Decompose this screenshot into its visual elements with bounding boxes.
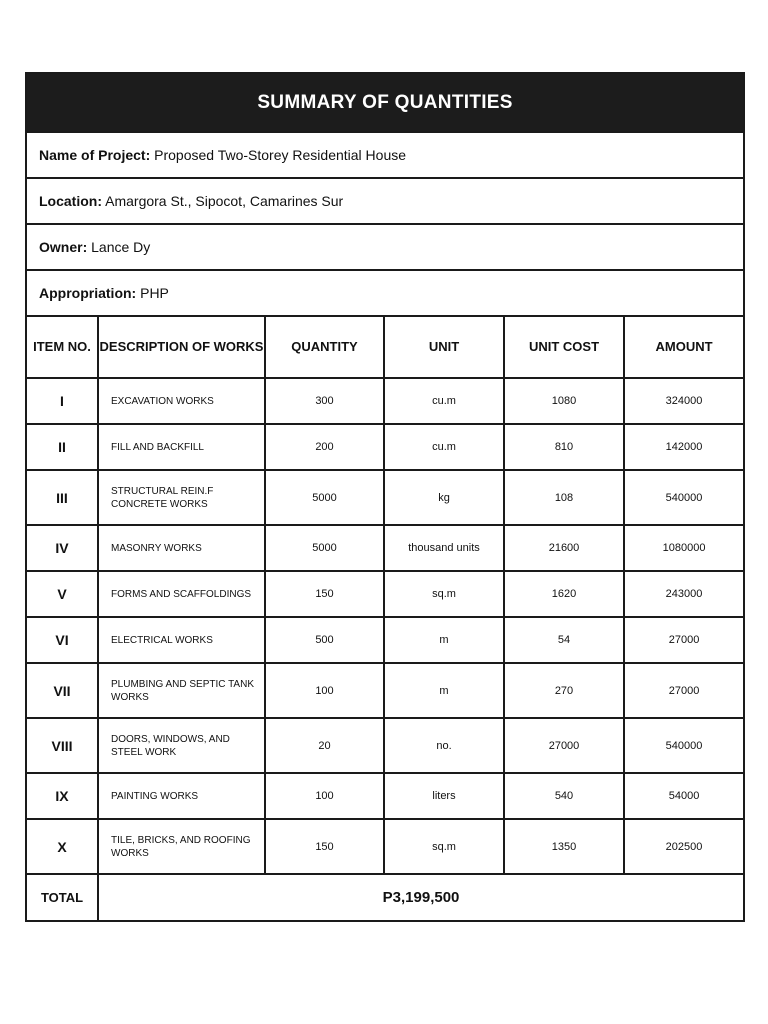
- item-amount: 202500: [624, 819, 744, 874]
- item-quantity: 20: [265, 718, 384, 773]
- table-row: [26, 378, 744, 424]
- table-row: [26, 525, 744, 571]
- project-name-field: [26, 132, 744, 178]
- item-unit: sq.m: [384, 819, 504, 874]
- item-number: VII: [26, 663, 98, 718]
- item-unit: no.: [384, 718, 504, 773]
- total-amount: P3,199,500: [98, 874, 744, 921]
- document-title: SUMMARY OF QUANTITIES: [26, 73, 744, 132]
- item-unit: m: [384, 663, 504, 718]
- appropriation-field: [26, 270, 744, 316]
- item-unit: m: [384, 617, 504, 663]
- item-unit: thousand units: [384, 525, 504, 571]
- item-quantity: 300: [265, 378, 384, 424]
- item-quantity: 100: [265, 663, 384, 718]
- item-unit-cost: 810: [504, 424, 624, 470]
- table-row: [26, 773, 744, 819]
- item-unit: liters: [384, 773, 504, 819]
- item-description: PAINTING WORKS: [98, 773, 265, 819]
- item-unit-cost: 54: [504, 617, 624, 663]
- item-amount: 1080000: [624, 525, 744, 571]
- item-unit: sq.m: [384, 571, 504, 617]
- item-amount: 54000: [624, 773, 744, 819]
- total-label: TOTAL: [26, 874, 98, 921]
- table-row: [26, 819, 744, 874]
- item-unit-cost: 108: [504, 470, 624, 525]
- item-amount: 540000: [624, 470, 744, 525]
- item-description: FILL AND BACKFILL: [98, 424, 265, 470]
- item-unit: cu.m: [384, 424, 504, 470]
- table-row: [26, 663, 744, 718]
- header-unit-cost: UNIT COST: [504, 316, 624, 378]
- item-quantity: 500: [265, 617, 384, 663]
- item-description: ELECTRICAL WORKS: [98, 617, 265, 663]
- appropriation-label: Appropriation:: [39, 285, 137, 301]
- item-number: II: [26, 424, 98, 470]
- summary-table: [25, 72, 745, 922]
- owner-field: [26, 224, 744, 270]
- location-field: [26, 178, 744, 224]
- item-quantity: 100: [265, 773, 384, 819]
- item-amount: 540000: [624, 718, 744, 773]
- location-label: Location:: [39, 193, 102, 209]
- item-quantity: 5000: [265, 525, 384, 571]
- item-number: I: [26, 378, 98, 424]
- item-number: IX: [26, 773, 98, 819]
- item-amount: 243000: [624, 571, 744, 617]
- item-description: TILE, BRICKS, AND ROOFING WORKS: [98, 819, 265, 874]
- summary-sheet: [25, 72, 743, 922]
- item-quantity: 150: [265, 819, 384, 874]
- header-item-no: ITEM NO.: [26, 316, 98, 378]
- table-row: [26, 470, 744, 525]
- item-unit: cu.m: [384, 378, 504, 424]
- item-number: X: [26, 819, 98, 874]
- owner-label: Owner:: [39, 239, 88, 255]
- table-row: [26, 571, 744, 617]
- item-number: V: [26, 571, 98, 617]
- item-quantity: 200: [265, 424, 384, 470]
- item-description: EXCAVATION WORKS: [98, 378, 265, 424]
- item-number: III: [26, 470, 98, 525]
- item-unit-cost: 27000: [504, 718, 624, 773]
- item-description: PLUMBING AND SEPTIC TANK WORKS: [98, 663, 265, 718]
- item-unit-cost: 21600: [504, 525, 624, 571]
- location-value: Amargora St., Sipocot, Camarines Sur: [105, 193, 344, 209]
- item-amount: 27000: [624, 617, 744, 663]
- header-amount: AMOUNT: [624, 316, 744, 378]
- appropriation-value: PHP: [140, 285, 169, 301]
- item-number: VIII: [26, 718, 98, 773]
- item-unit-cost: 1080: [504, 378, 624, 424]
- item-amount: 142000: [624, 424, 744, 470]
- table-row: [26, 424, 744, 470]
- header-quantity: QUANTITY: [265, 316, 384, 378]
- item-description: STRUCTURAL REIN.F CONCRETE WORKS: [98, 470, 265, 525]
- item-unit-cost: 270: [504, 663, 624, 718]
- project-name-value: Proposed Two-Storey Residential House: [154, 147, 407, 163]
- total-row: [26, 874, 744, 921]
- item-amount: 324000: [624, 378, 744, 424]
- item-quantity: 5000: [265, 470, 384, 525]
- table-row: [26, 718, 744, 773]
- header-description: DESCRIPTION OF WORKS: [98, 316, 265, 378]
- project-name-label: Name of Project:: [39, 147, 151, 163]
- item-description: MASONRY WORKS: [98, 525, 265, 571]
- header-unit: UNIT: [384, 316, 504, 378]
- table-row: [26, 617, 744, 663]
- item-unit-cost: 1620: [504, 571, 624, 617]
- item-number: IV: [26, 525, 98, 571]
- item-number: VI: [26, 617, 98, 663]
- owner-value: Lance Dy: [91, 239, 151, 255]
- item-quantity: 150: [265, 571, 384, 617]
- item-unit: kg: [384, 470, 504, 525]
- item-amount: 27000: [624, 663, 744, 718]
- item-unit-cost: 1350: [504, 819, 624, 874]
- item-description: DOORS, WINDOWS, AND STEEL WORK: [98, 718, 265, 773]
- item-unit-cost: 540: [504, 773, 624, 819]
- column-header-row: [26, 316, 744, 378]
- item-description: FORMS AND SCAFFOLDINGS: [98, 571, 265, 617]
